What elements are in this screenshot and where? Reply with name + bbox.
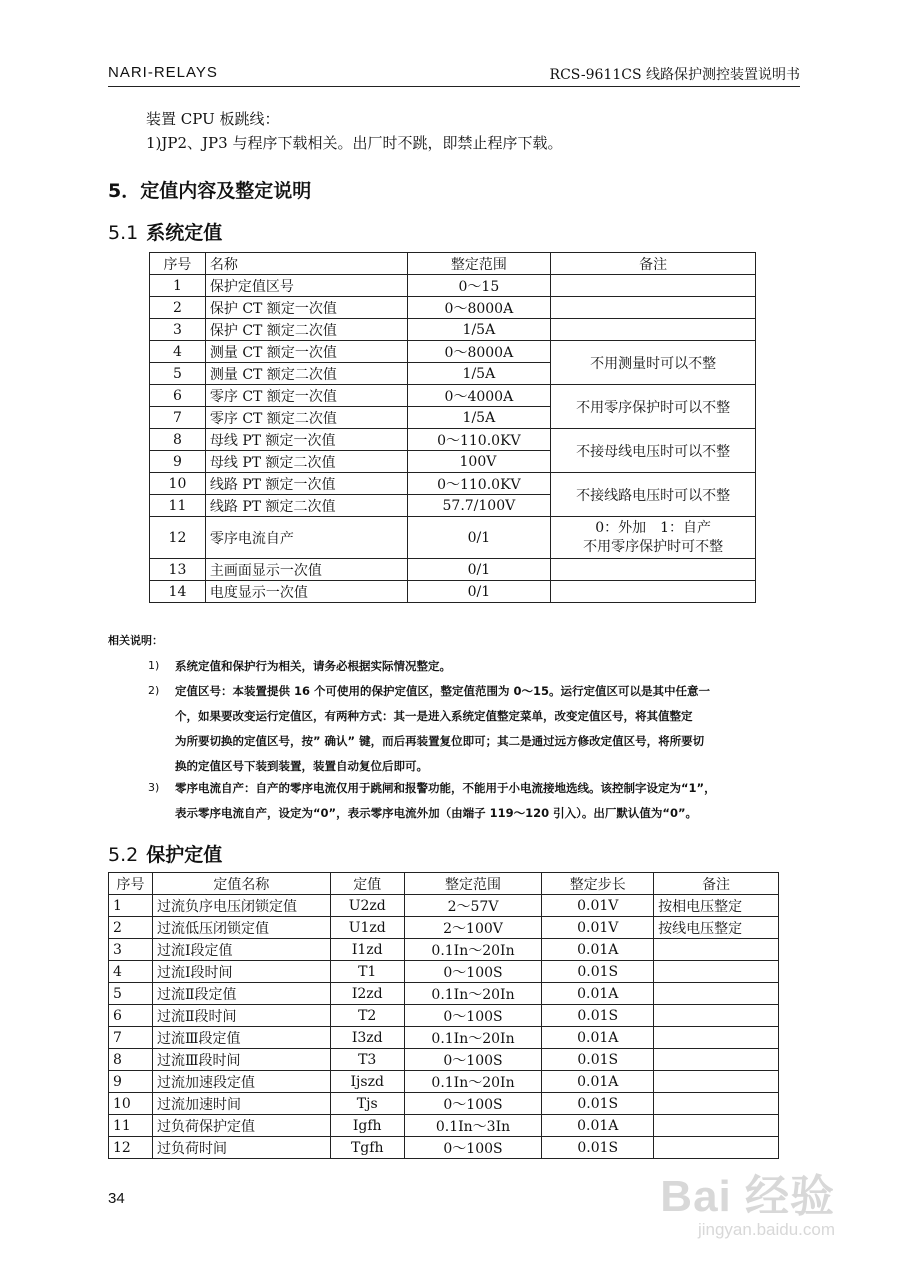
table-row bbox=[150, 385, 756, 407]
cell-code: I2zd bbox=[330, 983, 404, 1005]
note-2-line: 为所要切换的定值区号，按” 确认” 键，而后再装置复位即可；其二是通过远方修改定值区号，将所要切 bbox=[175, 734, 705, 748]
cell-no: 11 bbox=[109, 1115, 153, 1137]
cell-note bbox=[654, 1115, 779, 1137]
cell-name: 过流Ⅰ段定值 bbox=[152, 939, 330, 961]
cell-note bbox=[654, 1027, 779, 1049]
cell-remark bbox=[551, 275, 756, 297]
cell-no: 11 bbox=[150, 495, 206, 517]
cell-step: 0.01A bbox=[542, 939, 654, 961]
table-row bbox=[109, 983, 779, 1005]
cell-no: 10 bbox=[150, 473, 206, 495]
section-5-2-number: 5.2 bbox=[108, 844, 139, 866]
cell-note bbox=[654, 1049, 779, 1071]
table-row bbox=[150, 275, 756, 297]
cell-note bbox=[654, 961, 779, 983]
cell-range: 0～8000A bbox=[407, 297, 551, 319]
col-header-name: 名称 bbox=[205, 253, 407, 275]
cell-name: 过流加速时间 bbox=[152, 1093, 330, 1115]
cell-name: 过负荷保护定值 bbox=[152, 1115, 330, 1137]
header-brand: NARI-RELAYS bbox=[108, 64, 218, 81]
cell-range: 0.1In～20In bbox=[404, 983, 542, 1005]
cell-name: 电度显示一次值 bbox=[205, 581, 407, 603]
table-row bbox=[150, 517, 756, 559]
col-header-remark: 备注 bbox=[551, 253, 756, 275]
cell-code: I1zd bbox=[330, 939, 404, 961]
cell-no: 10 bbox=[109, 1093, 153, 1115]
note-2-number: 2) bbox=[148, 684, 160, 697]
cell-remark-zero-self bbox=[551, 517, 756, 559]
note-1-line: 系统定值和保护行为相关，请务必根据实际情况整定。 bbox=[175, 659, 451, 673]
cell-note bbox=[654, 939, 779, 961]
cell-code: Tjs bbox=[330, 1093, 404, 1115]
header-rule bbox=[108, 86, 800, 87]
cell-no: 12 bbox=[109, 1137, 153, 1159]
cell-step: 0.01A bbox=[542, 1115, 654, 1137]
cell-range: 100V bbox=[407, 451, 551, 473]
col-header-range: 整定范围 bbox=[407, 253, 551, 275]
cell-note bbox=[654, 1093, 779, 1115]
table-row bbox=[150, 473, 756, 495]
cell-step: 0.01V bbox=[542, 895, 654, 917]
cell-no: 9 bbox=[150, 451, 206, 473]
table-row bbox=[109, 1005, 779, 1027]
page-number: 34 bbox=[108, 1190, 125, 1207]
cell-no: 4 bbox=[109, 961, 153, 983]
note-1-number: 1) bbox=[148, 659, 160, 672]
cell-code: T2 bbox=[330, 1005, 404, 1027]
section-5-1-number: 5.1 bbox=[108, 222, 139, 244]
cell-range: 0～110.0KV bbox=[407, 429, 551, 451]
cell-range: 0/1 bbox=[407, 559, 551, 581]
cell-range: 0/1 bbox=[407, 581, 551, 603]
cell-range: 0.1In～20In bbox=[404, 1071, 542, 1093]
cell-range: 2～57V bbox=[404, 895, 542, 917]
cell-name: 过流Ⅰ段时间 bbox=[152, 961, 330, 983]
section-5-2-title: 保护定值 bbox=[146, 844, 223, 866]
cell-note bbox=[654, 983, 779, 1005]
cell-no: 2 bbox=[150, 297, 206, 319]
table-row bbox=[109, 1137, 779, 1159]
cell-name: 保护 CT 额定一次值 bbox=[205, 297, 407, 319]
cell-step: 0.01S bbox=[542, 1137, 654, 1159]
cell-name: 过流Ⅱ段时间 bbox=[152, 1005, 330, 1027]
cell-no: 1 bbox=[109, 895, 153, 917]
table-row bbox=[150, 429, 756, 451]
section-5-title: 5．定值内容及整定说明 bbox=[108, 180, 312, 202]
table-row bbox=[109, 939, 779, 961]
cell-range: 2～100V bbox=[404, 917, 542, 939]
cell-no: 7 bbox=[109, 1027, 153, 1049]
cell-no: 13 bbox=[150, 559, 206, 581]
table-header-row bbox=[109, 873, 779, 895]
table-row bbox=[150, 559, 756, 581]
table-row bbox=[109, 1049, 779, 1071]
cell-code: Ijszd bbox=[330, 1071, 404, 1093]
cell-name: 过流Ⅱ段定值 bbox=[152, 983, 330, 1005]
watermark-logo: Bai 经验 bbox=[660, 1172, 835, 1221]
cell-no: 8 bbox=[109, 1049, 153, 1071]
table-row bbox=[150, 319, 756, 341]
cell-no: 1 bbox=[150, 275, 206, 297]
cell-name: 母线 PT 额定一次值 bbox=[205, 429, 407, 451]
cell-range: 0～100S bbox=[404, 1005, 542, 1027]
cell-name: 线路 PT 额定二次值 bbox=[205, 495, 407, 517]
section-5-2-heading bbox=[108, 840, 222, 867]
cell-name: 过流负序电压闭锁定值 bbox=[152, 895, 330, 917]
cell-name: 过流低压闭锁定值 bbox=[152, 917, 330, 939]
cell-step: 0.01S bbox=[542, 961, 654, 983]
cell-range: 1/5A bbox=[407, 363, 551, 385]
cell-code: Igfh bbox=[330, 1115, 404, 1137]
cell-range: 57.7/100V bbox=[407, 495, 551, 517]
cell-remark-bus-pt: 不接母线电压时可以不整 bbox=[551, 429, 756, 473]
cell-name: 母线 PT 额定二次值 bbox=[205, 451, 407, 473]
cell-range: 0.1In～20In bbox=[404, 1027, 542, 1049]
cell-remark-measure: 不用测量时可以不整 bbox=[551, 341, 756, 385]
header-doc-title: RCS-9611CS 线路保护测控装置说明书 bbox=[549, 67, 800, 83]
cell-name: 主画面显示一次值 bbox=[205, 559, 407, 581]
cell-no: 4 bbox=[150, 341, 206, 363]
cell-note bbox=[654, 1071, 779, 1093]
cell-code: I3zd bbox=[330, 1027, 404, 1049]
note-3-line: 表示零序电流自产，设定为“0”，表示零序电流外加（由端子 119～120 引入）。出厂默认值为“0”。 bbox=[175, 806, 697, 820]
col-header-no: 序号 bbox=[109, 873, 153, 895]
cell-no: 6 bbox=[109, 1005, 153, 1027]
cell-range: 0～4000A bbox=[407, 385, 551, 407]
cell-range: 0～100S bbox=[404, 1049, 542, 1071]
cell-no: 9 bbox=[109, 1071, 153, 1093]
remark-line-1: 0：外加 1：自产 bbox=[595, 519, 712, 536]
cell-no: 3 bbox=[150, 319, 206, 341]
cell-name: 线路 PT 额定一次值 bbox=[205, 473, 407, 495]
remark-line-2: 不用零序保护时可不整 bbox=[583, 538, 724, 555]
col-header-code: 定值 bbox=[330, 873, 404, 895]
cell-name: 零序 CT 额定一次值 bbox=[205, 385, 407, 407]
table-row bbox=[109, 961, 779, 983]
cell-no: 3 bbox=[109, 939, 153, 961]
cell-name: 过负荷时间 bbox=[152, 1137, 330, 1159]
intro-line-1: 装置 CPU 板跳线： bbox=[146, 110, 280, 128]
section-5-1-title: 系统定值 bbox=[146, 222, 223, 244]
table-row bbox=[150, 297, 756, 319]
cell-note: 按相电压整定 bbox=[654, 895, 779, 917]
cell-no: 6 bbox=[150, 385, 206, 407]
col-header-step: 整定步长 bbox=[542, 873, 654, 895]
col-header-name: 定值名称 bbox=[152, 873, 330, 895]
cell-note bbox=[654, 1137, 779, 1159]
cell-no: 8 bbox=[150, 429, 206, 451]
cell-step: 0.01A bbox=[542, 1071, 654, 1093]
cell-name: 零序 CT 额定二次值 bbox=[205, 407, 407, 429]
cell-code: Tgfh bbox=[330, 1137, 404, 1159]
table-row bbox=[109, 1027, 779, 1049]
table-row bbox=[109, 1071, 779, 1093]
watermark-url: jingyan.baidu.com bbox=[697, 1220, 835, 1239]
cell-name: 保护定值区号 bbox=[205, 275, 407, 297]
cell-range: 0～15 bbox=[407, 275, 551, 297]
cell-name: 过流Ⅲ段时间 bbox=[152, 1049, 330, 1071]
cell-remark bbox=[551, 581, 756, 603]
protection-settings-table bbox=[108, 872, 779, 1159]
cell-code: T3 bbox=[330, 1049, 404, 1071]
col-header-no: 序号 bbox=[150, 253, 206, 275]
cell-remark-zero-seq: 不用零序保护时可以不整 bbox=[551, 385, 756, 429]
cell-name: 过流加速段定值 bbox=[152, 1071, 330, 1093]
cell-range: 0.1In～20In bbox=[404, 939, 542, 961]
cell-remark bbox=[551, 297, 756, 319]
note-2-line: 个，如果要改变运行定值区，有两种方式：其一是进入系统定值整定菜单，改变定值区号，将其值整定 bbox=[175, 709, 693, 723]
table-row bbox=[109, 895, 779, 917]
notes-title: 相关说明： bbox=[108, 634, 163, 647]
col-header-range: 整定范围 bbox=[404, 873, 542, 895]
table-row bbox=[109, 1093, 779, 1115]
cell-code: U1zd bbox=[330, 917, 404, 939]
cell-no: 7 bbox=[150, 407, 206, 429]
cell-name: 保护 CT 额定二次值 bbox=[205, 319, 407, 341]
cell-note bbox=[654, 1005, 779, 1027]
cell-no: 5 bbox=[150, 363, 206, 385]
cell-range: 0～100S bbox=[404, 1093, 542, 1115]
note-2-line: 换的定值区号下装到装置，装置自动复位后即可。 bbox=[175, 759, 428, 773]
cell-no: 5 bbox=[109, 983, 153, 1005]
cell-remark bbox=[551, 559, 756, 581]
cell-name: 测量 CT 额定二次值 bbox=[205, 363, 407, 385]
note-2-line: 定值区号：本装置提供 16 个可使用的保护定值区，整定值范围为 0～15。运行定值区可以是其中任意一 bbox=[175, 684, 711, 698]
cell-name: 过流Ⅲ段定值 bbox=[152, 1027, 330, 1049]
cell-step: 0.01S bbox=[542, 1093, 654, 1115]
cell-note: 按线电压整定 bbox=[654, 917, 779, 939]
cell-step: 0.01A bbox=[542, 1027, 654, 1049]
table-row bbox=[109, 1115, 779, 1137]
note-3-number: 3) bbox=[148, 781, 160, 794]
cell-range: 0.1In～3In bbox=[404, 1115, 542, 1137]
cell-range: 0～8000A bbox=[407, 341, 551, 363]
cell-remark-line-pt: 不接线路电压时可以不整 bbox=[551, 473, 756, 517]
intro-line-2: 1)JP2、JP3 与程序下载相关。出厂时不跳，即禁止程序下载。 bbox=[146, 134, 563, 152]
cell-name: 零序电流自产 bbox=[205, 517, 407, 559]
cell-step: 0.01A bbox=[542, 983, 654, 1005]
table-row bbox=[150, 581, 756, 603]
cell-range: 1/5A bbox=[407, 407, 551, 429]
cell-range: 0～100S bbox=[404, 1137, 542, 1159]
cell-no: 12 bbox=[150, 517, 206, 559]
cell-step: 0.01S bbox=[542, 1049, 654, 1071]
system-settings-table bbox=[149, 252, 756, 603]
cell-no: 2 bbox=[109, 917, 153, 939]
watermark bbox=[660, 1160, 835, 1240]
section-5-1-heading bbox=[108, 218, 222, 245]
cell-range: 1/5A bbox=[407, 319, 551, 341]
cell-step: 0.01V bbox=[542, 917, 654, 939]
cell-remark bbox=[551, 319, 756, 341]
table-header-row bbox=[150, 253, 756, 275]
cell-range: 0/1 bbox=[407, 517, 551, 559]
cell-step: 0.01S bbox=[542, 1005, 654, 1027]
note-3-line: 零序电流自产：自产的零序电流仅用于跳闸和报警功能，不能用于小电流接地选线。该控制字设定为“1”， bbox=[175, 781, 716, 795]
col-header-note: 备注 bbox=[654, 873, 779, 895]
cell-name: 测量 CT 额定一次值 bbox=[205, 341, 407, 363]
cell-code: T1 bbox=[330, 961, 404, 983]
cell-code: U2zd bbox=[330, 895, 404, 917]
table-row bbox=[109, 917, 779, 939]
cell-no: 14 bbox=[150, 581, 206, 603]
cell-range: 0～110.0KV bbox=[407, 473, 551, 495]
table-row bbox=[150, 341, 756, 363]
cell-range: 0～100S bbox=[404, 961, 542, 983]
